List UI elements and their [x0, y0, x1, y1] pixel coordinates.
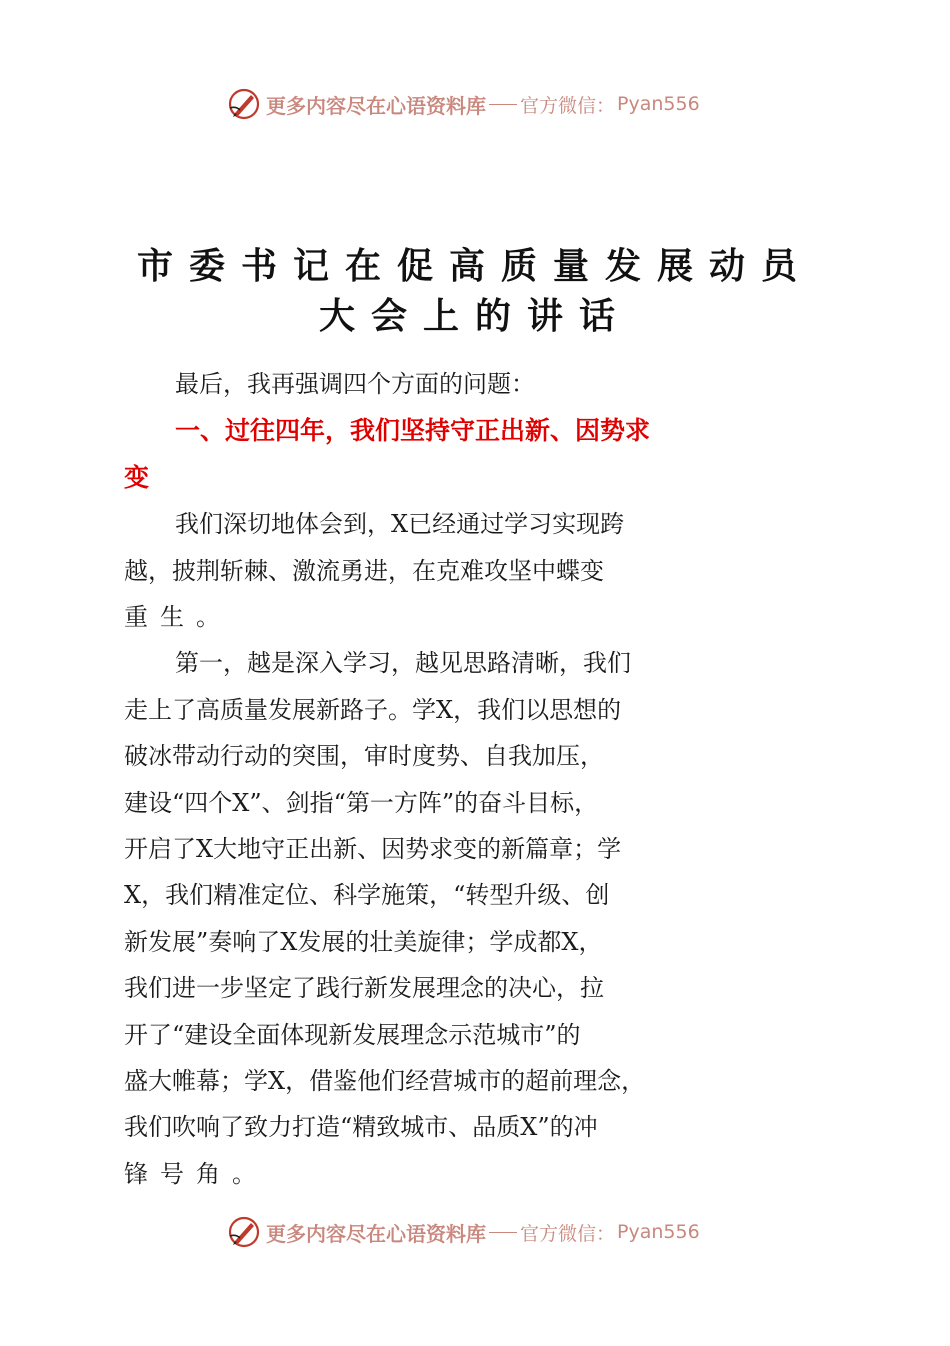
body-line: 新发展”奏响了X发展的壮美旋律；学成都X，	[124, 928, 603, 956]
footer-watermark	[226, 1212, 700, 1252]
body-line: 锋号角。	[124, 1160, 268, 1188]
watermark-wechat-id: Pyan556	[617, 1221, 700, 1243]
body-line: 最后，我再强调四个方面的问题：	[175, 370, 535, 398]
body-line: 走上了高质量发展新路子。学X，我们以思想的	[124, 696, 622, 724]
watermark-brand: 更多内容尽在心语资料库	[266, 1221, 486, 1246]
body-line: 我们进一步坚定了践行新发展理念的决心，拉	[124, 974, 604, 1002]
watermark-label: 官方微信：	[520, 1222, 616, 1245]
body-line: 我们深切地体会到，X已经通过学习实现跨	[175, 510, 625, 538]
body-line: 开启了X大地守正出新、因势求变的新篇章；学	[124, 835, 622, 863]
section-heading-line: 一、过往四年，我们坚持守正出新、因势求	[175, 416, 651, 445]
body-line: 建设“四个X”、剑指“第一方阵”的奋斗目标，	[124, 789, 599, 817]
body-line: 开了“建设全面体现新发展理念示范城市”的	[124, 1021, 581, 1049]
body-line: 重生。	[124, 603, 232, 631]
document-title-line-2: 大会上的讲话	[318, 296, 631, 337]
watermark-wechat-id: Pyan556	[617, 93, 700, 115]
body-line: X，我们精准定位、科学施策，“转型升级、创	[124, 881, 610, 909]
body-line: 第一，越是深入学习，越见思路清晰，我们	[175, 649, 631, 677]
body-line: 破冰带动行动的突围，审时度势、自我加压，	[124, 742, 604, 770]
body-line: 我们吹响了致力打造“精致城市、品质X”的冲	[124, 1113, 598, 1141]
watermark-dash	[489, 1232, 517, 1233]
body-line: 盛大帷幕；学X，借鉴他们经营城市的超前理念，	[124, 1067, 646, 1095]
watermark-dash	[489, 104, 517, 105]
header-watermark	[226, 84, 700, 124]
watermark-label: 官方微信：	[520, 94, 616, 117]
pen-logo-icon	[226, 86, 262, 122]
watermark-brand: 更多内容尽在心语资料库	[266, 93, 486, 118]
pen-logo-icon	[226, 1214, 262, 1250]
document-title-line-1: 市委书记在促高质量发展动员	[136, 246, 813, 287]
section-heading-line: 变	[124, 463, 162, 492]
body-line: 越，披荆斩棘、激流勇进，在克难攻坚中蝶变	[124, 557, 604, 585]
